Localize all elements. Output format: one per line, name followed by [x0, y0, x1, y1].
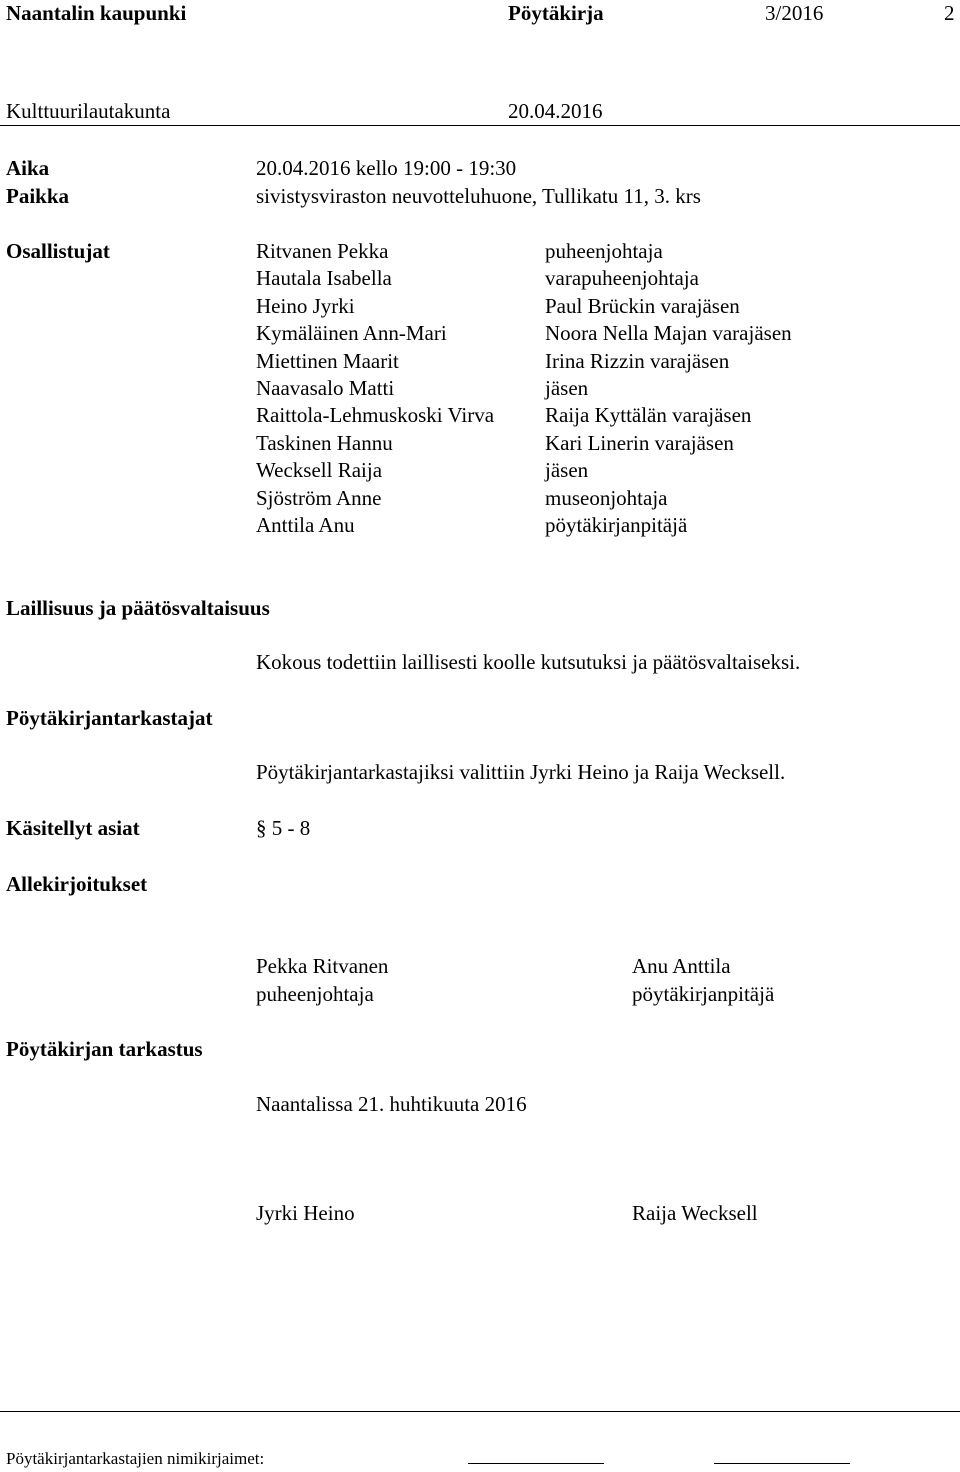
- participant-role: Raija Kyttälän varajäsen: [545, 403, 752, 427]
- participant-row: [0, 241, 960, 268]
- examiners-label: Pöytäkirjantarkastajat: [6, 706, 213, 730]
- participant-name: Hautala Isabella: [256, 266, 392, 290]
- municipality-name: Naantalin kaupunki: [6, 1, 187, 25]
- participant-role: Paul Brückin varajäsen: [545, 294, 740, 318]
- time-label: Aika: [6, 156, 50, 180]
- participant-row: [0, 268, 960, 295]
- participant-name: Naavasalo Matti: [256, 376, 395, 400]
- footer-divider: [0, 1411, 960, 1412]
- secretary-role: pöytäkirjanpitäjä: [632, 982, 775, 1006]
- initials-line-1: [468, 1463, 604, 1464]
- participant-role: Noora Nella Majan varajäsen: [545, 321, 792, 345]
- participant-name: Sjöström Anne: [256, 486, 382, 510]
- meeting-date: 20.04.2016: [508, 99, 603, 123]
- participant-name: Heino Jyrki: [256, 294, 355, 318]
- participant-name: Ritvanen Pekka: [256, 239, 389, 263]
- participant-role: Irina Rizzin varajäsen: [545, 349, 730, 373]
- participant-role: pöytäkirjanpitäjä: [545, 513, 688, 537]
- examiner-1-name: Jyrki Heino: [256, 1201, 355, 1225]
- participant-name: Raittola-Lehmuskoski Virva: [256, 403, 495, 427]
- participant-role: jäsen: [545, 376, 589, 400]
- participant-row: [0, 378, 960, 405]
- items-value: [256, 818, 310, 839]
- participant-row: [0, 460, 960, 487]
- participant-name: Kymäläinen Ann-Mari: [256, 321, 447, 345]
- review-label: Pöytäkirjan tarkastus: [6, 1037, 203, 1061]
- participant-row: [0, 323, 960, 350]
- participant-name: Miettinen Maarit: [256, 349, 399, 373]
- participant-row: [0, 351, 960, 378]
- chair-name: Pekka Ritvanen: [256, 954, 389, 978]
- items-range: 5 - 8: [271, 816, 311, 840]
- place-value: sivistysviraston neuvotteluhuone, Tullikatu 11, 3. krs: [256, 184, 701, 208]
- committee-name: Kulttuurilautakunta: [6, 99, 171, 123]
- legality-text: Kokous todettiin laillisesti koolle kutsutuksi ja päätösvaltaiseksi.: [256, 650, 801, 674]
- section-symbol: §: [256, 816, 267, 840]
- participant-name: Anttila Anu: [256, 513, 355, 537]
- participant-row: [0, 405, 960, 432]
- document-number: 3/2016: [765, 1, 824, 25]
- time-value: 20.04.2016 kello 19:00 - 19:30: [256, 156, 517, 180]
- chair-role: puheenjohtaja: [256, 982, 374, 1006]
- participant-role: jäsen: [545, 458, 589, 482]
- participant-row: [0, 296, 960, 323]
- secretary-name: Anu Anttila: [632, 954, 731, 978]
- participant-row: [0, 488, 960, 515]
- participant-role: varapuheenjohtaja: [545, 266, 699, 290]
- page-number: 2: [944, 1, 955, 25]
- participant-row: [0, 515, 960, 542]
- participant-role: puheenjohtaja: [545, 239, 663, 263]
- items-label: Käsitellyt asiat: [6, 816, 140, 840]
- participant-name: Taskinen Hannu: [256, 431, 393, 455]
- header-divider: [0, 125, 960, 126]
- participant-row: [0, 433, 960, 460]
- legality-label: Laillisuus ja päätösvaltaisuus: [6, 596, 270, 620]
- place-label: Paikka: [6, 184, 70, 208]
- participant-name: Wecksell Raija: [256, 458, 383, 482]
- initials-line-2: [714, 1463, 850, 1464]
- initials-label: Pöytäkirjantarkastajien nimikirjaimet:: [6, 1449, 265, 1468]
- review-place-date: Naantalissa 21. huhtikuuta 2016: [256, 1092, 527, 1116]
- examiner-2-name: Raija Wecksell: [632, 1201, 758, 1225]
- participants-label: Osallistujat: [6, 239, 110, 263]
- participant-role: museonjohtaja: [545, 486, 668, 510]
- participant-role: Kari Linerin varajäsen: [545, 431, 734, 455]
- signatures-label: Allekirjoitukset: [6, 872, 148, 896]
- examiners-text: Pöytäkirjantarkastajiksi valittiin Jyrki Heino ja Raija Wecksell.: [256, 760, 786, 784]
- document-type: Pöytäkirja: [508, 1, 604, 25]
